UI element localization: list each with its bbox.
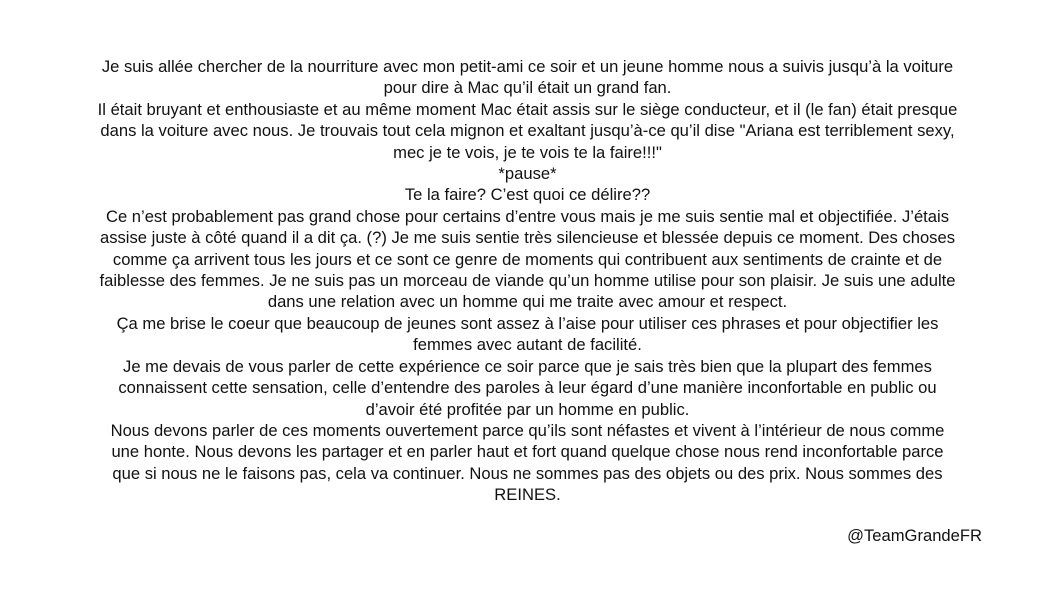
text-line: que si nous ne le faisons pas, cela va continuer. Nous ne sommes pas des objets ou des prix. Nous sommes des [112, 463, 943, 483]
text-line: Nous devons parler de ces moments ouvertement parce qu’ils sont néfastes et vivent à l’intérieur de nous comme [110, 420, 945, 440]
text-line: Il était bruyant et enthousiaste et au même moment Mac était assis sur le siège conducteur, et il (le fan) était presque [97, 99, 958, 119]
text-line: mec je te vois, je te vois te la faire!!!" [393, 142, 662, 162]
text-line: *pause* [498, 164, 557, 184]
text-line: faiblesse des femmes. Je ne suis pas un morceau de viande qu’un homme utilise pour son plaisir. Je suis une adulte [99, 271, 956, 291]
text-line: dans la voiture avec nous. Je trouvais tout cela mignon et exaltant jusqu’à-ce qu’il dise "Ariana est terriblement sexy, [100, 121, 955, 141]
text-line: Je me devais de vous parler de cette expérience ce soir parce que je sais très bien que la plupart des femmes [123, 356, 932, 376]
text-line: pour dire à Mac qu’il était un grand fan. [383, 78, 672, 98]
text-line: Ça me brise le coeur que beaucoup de jeunes sont assez à l’aise pour utiliser ces phrases et pour objectifier les [116, 313, 939, 333]
text-line: comme ça arrivent tous les jours et ce sont ce genre de moments qui contribuent aux sentiments de crainte et de [112, 249, 943, 269]
text-line: REINES. [494, 485, 561, 505]
text-line: d’avoir été profitée par un homme en public. [365, 399, 690, 419]
text-line: une honte. Nous devons les partager et en parler haut et fort quand quelque chose nous rend inconfortable parce [111, 442, 944, 462]
text-line: Je suis allée chercher de la nourriture avec mon petit-ami ce soir et un jeune homme nous a suivis jusqu’à la voiture [101, 57, 954, 76]
text-line: connaissent cette sensation, celle d’entendre des paroles à leur égard d’une manière inconfortable en public ou [118, 378, 937, 398]
text-line: Te la faire? C’est quoi ce délire?? [404, 185, 651, 205]
text-line: Ce n’est probablement pas grand chose pour certains d’entre vous mais je me suis sentie mal et objectifiée. J’étais [105, 206, 950, 226]
signature: @TeamGrandeFR [847, 526, 982, 545]
statement-text [60, 56, 995, 506]
text-line: dans une relation avec un homme qui me traite avec amour et respect. [267, 292, 788, 312]
text-line: femmes avec autant de facilité. [413, 335, 642, 355]
text-line: assise juste à côté quand il a dit ça. (?) Je me suis sentie très silencieuse et blessée depuis ce moment. Des choses [99, 228, 955, 248]
